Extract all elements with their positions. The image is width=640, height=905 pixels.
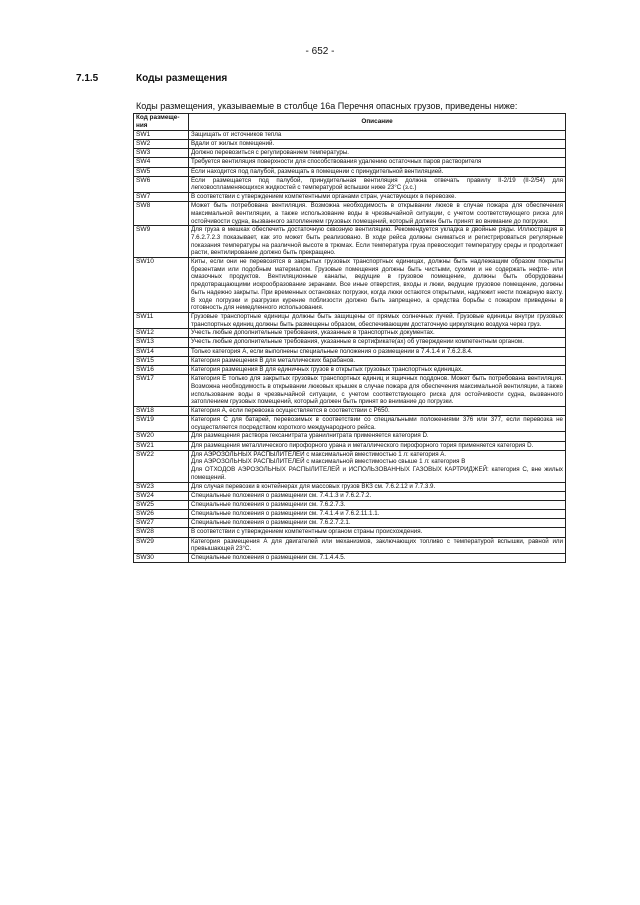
description-line: Для ОТХОДОВ АЭРОЗОЛЬНЫХ РАСПЫЛИТЕЛЕЙ и ИСПОЛЬЗОВАННЫХ ГАЗОВЫХ КАРТРИДЖЕЙ: категория С, вне жилых помещений. — [191, 466, 563, 481]
table-row — [134, 441, 566, 450]
stowage-codes-table — [133, 113, 566, 563]
table-row — [134, 432, 566, 441]
table-row — [134, 528, 566, 537]
section-number: 7.1.5 — [76, 73, 99, 84]
table-row — [134, 500, 566, 509]
stowage-description — [189, 258, 566, 313]
stowage-code: SW1 — [134, 130, 189, 139]
table-row — [134, 202, 566, 226]
description-line: Киты, если они не перевозятся в закрытых грузовых транспортных единицах, должны быть надлежащим образом покрыты брезентами или подобным материалом. Грузовые помещения должны быть чистыми, сухими и не содержать нефте- или смазочных продуктов. Вентиляционные каналы, ведущие в грузовое помещение, должны быть оборудованы предотвращающими искрообразование экранами. Все иные отверстия, входы и люки, ведущие грузовое помещение, должны быть надежно закрыты. При временных остановках погрузки, когда люки остаются открытыми, надлежит нести пожарную вахту. В ходе погрузки и разгрузки курение поблизости должно быть запрещено, а средства борьбы с пожаром приведены в готовность для немедленного использования. — [191, 258, 563, 312]
stowage-code: SW4 — [134, 158, 189, 167]
table-row — [134, 510, 566, 519]
stowage-description — [189, 510, 566, 519]
table-row — [134, 416, 566, 432]
table-row — [134, 258, 566, 313]
stowage-description — [189, 450, 566, 482]
description-line: Требуется вентиляция поверхности для способствования удалению остаточных паров растворителя — [191, 158, 482, 166]
description-line: Учесть любые дополнительные требования, указанные в сертификате(ах) об утверждении компетентным органом. — [191, 338, 524, 346]
stowage-description — [189, 365, 566, 374]
table-row — [134, 553, 566, 562]
description-line: Категория размещения В для единичных грузов в открытых грузовых транспортных единицах. — [191, 365, 463, 373]
description-column-header: Описание — [189, 114, 566, 131]
table-row — [134, 140, 566, 149]
description-line: Специальные положения о размещении см. 7.4.1.4 и 7.6.2.11.1.1. — [191, 510, 380, 518]
stowage-code: SW5 — [134, 167, 189, 176]
stowage-code: SW20 — [134, 432, 189, 441]
stowage-code: SW16 — [134, 365, 189, 374]
description-line: Для АЭРОЗОЛЬНЫХ РАСПЫЛИТЕЛЕЙ с максимальной вместимостью свыше 1 л: категория В — [191, 458, 466, 466]
description-line: Категория С для батарей, перевозимых в соответствии со специальными положениями 376 или 377, если перевозка не осуществляется посредством короткого международного рейса. — [191, 416, 563, 431]
table-row — [134, 537, 566, 553]
stowage-code: SW14 — [134, 347, 189, 356]
description-line: Категория размещения А для двигателей или механизмов, заключающих топливо с температурой вспышки, равной или превышающей 23°C. — [191, 537, 563, 553]
description-line: Специальные положения о размещении см. 7.6.2.7.2.1. — [191, 519, 351, 527]
description-line: Специальные положения о размещении см. 7.6.2.7.3. — [191, 500, 346, 508]
table-row — [134, 519, 566, 528]
description-line: Если находится под палубой, размещать в помещении с принудительной вентиляцией. — [191, 167, 444, 175]
description-line: Грузовые транспортные единицы должны быть защищены от прямых солнечных лучей. Грузовые единицы внутри грузовых транспортных единиц должны быть размещены образом, обеспечивающим достаточную циркуляцию воздуха через груз. — [191, 312, 563, 328]
description-line: В соответствии с утверждением компетентными органами стран, участвующих в перевозке. — [191, 193, 457, 201]
table-row — [134, 312, 566, 328]
stowage-description — [189, 356, 566, 365]
stowage-description — [189, 519, 566, 528]
stowage-description — [189, 140, 566, 149]
stowage-description — [189, 338, 566, 347]
page-number: - 652 - — [305, 46, 335, 57]
description-line: Для груза в мешках обеспечить достаточную сквозную вентиляцию. Рекомендуется укладка в двойные ряды. Иллюстрация в 7.6.2.7.2.3 показывает, как это может быть реализовано. В ходе рейса должны сниматься и регистрироваться регулярные показания температуры на различной высоте в трюмах. Если температура груза превосходит температуру среды и продолжает расти, вентилирование должно быть прекращено. — [191, 226, 563, 257]
stowage-code: SW3 — [134, 149, 189, 158]
description-line: Учесть любые дополнительные требования, указанные в транспортных документах. — [191, 329, 435, 337]
stowage-code: SW7 — [134, 193, 189, 202]
description-line: Для АЭРОЗОЛЬНЫХ РАСПЫЛИТЕЛЕЙ с максимальной вместимостью 1 л: категория А. — [191, 450, 447, 458]
stowage-description — [189, 375, 566, 407]
stowage-description — [189, 347, 566, 356]
stowage-description — [189, 441, 566, 450]
stowage-description — [189, 167, 566, 176]
stowage-code: SW25 — [134, 500, 189, 509]
table-row — [134, 167, 566, 176]
description-line: Может быть потребована вентиляция. Возможна необходимость в открывании люков в случае пожара для обеспечения максимальной вентиляции, а также использование воды в чрезвычайной ситуации, с учетом соответствующего риска для остойчивости судна, вызванного затоплением грузовых помещений, который должен быть принят во внимание до погрузки. — [191, 202, 563, 225]
stowage-description — [189, 149, 566, 158]
description-line: В соответствии с утверждением компетентным органом страны происхождения. — [191, 528, 423, 536]
table-row — [134, 347, 566, 356]
table-body — [134, 130, 566, 562]
code-column-header: Код размеще-ния — [134, 114, 189, 131]
stowage-code: SW30 — [134, 553, 189, 562]
stowage-code: SW23 — [134, 482, 189, 491]
description-line: Защищать от источников тепла — [191, 130, 282, 138]
table-row — [134, 338, 566, 347]
table-row — [134, 375, 566, 407]
table-row — [134, 193, 566, 202]
description-line: Если размещается под палубой, принудительная вентиляция должна отвечать правилу II-2/19 (II-2/54) для легковоспламеняющихся жидкостей с температурой вспышки ниже 23°C (з.с.) — [191, 176, 563, 192]
stowage-description — [189, 202, 566, 226]
description-line: Категория А, если перевозка осуществляется в соответствии с Р650. — [191, 406, 390, 414]
stowage-description — [189, 329, 566, 338]
table-row — [134, 365, 566, 374]
table-row — [134, 450, 566, 482]
stowage-code: SW29 — [134, 537, 189, 553]
stowage-description — [189, 553, 566, 562]
stowage-description — [189, 528, 566, 537]
stowage-description — [189, 406, 566, 415]
stowage-code: SW19 — [134, 416, 189, 432]
stowage-description — [189, 432, 566, 441]
stowage-description — [189, 482, 566, 491]
section-title: Коды размещения — [136, 73, 228, 84]
table-row — [134, 130, 566, 139]
intro-text: Коды размещения, указываемые в столбце 16а Перечня опасных грузов, приведены ниже: — [136, 101, 518, 111]
description-line: Категория размещения В для металлических барабанов. — [191, 356, 356, 364]
stowage-code: SW10 — [134, 258, 189, 313]
stowage-code: SW6 — [134, 176, 189, 192]
stowage-code: SW22 — [134, 450, 189, 482]
description-line: Должно перевозиться с регулированием температуры. — [191, 149, 350, 157]
description-line: Только категория А, если выполнены специальные положения о размещении в 7.4.1.4 и 7.6.2.8.4. — [191, 347, 473, 355]
stowage-code: SW28 — [134, 528, 189, 537]
stowage-code: SW17 — [134, 375, 189, 407]
table-row — [134, 491, 566, 500]
table-row — [134, 149, 566, 158]
stowage-description — [189, 416, 566, 432]
table-row — [134, 356, 566, 365]
stowage-code: SW18 — [134, 406, 189, 415]
description-line: Специальные положения о размещении см. 7.1.4.4.5. — [191, 553, 346, 561]
table-row — [134, 226, 566, 258]
description-line: Для размещения раствора гексанитрата уранилнитрата применяется категория D. — [191, 432, 429, 440]
table-row — [134, 158, 566, 167]
stowage-code: SW13 — [134, 338, 189, 347]
description-line: Специальные положения о размещении см. 7.4.1.3 и 7.6.2.7.2. — [191, 491, 372, 499]
stowage-code: SW24 — [134, 491, 189, 500]
description-line: Для размещения металлического пирофорного урана и металлического пирофорного тория применяется категория D. — [191, 441, 534, 449]
table-row — [134, 329, 566, 338]
stowage-code: SW26 — [134, 510, 189, 519]
description-line: Вдали от жилых помещений. — [191, 140, 275, 148]
stowage-description — [189, 176, 566, 192]
stowage-description — [189, 491, 566, 500]
stowage-description — [189, 537, 566, 553]
stowage-code: SW2 — [134, 140, 189, 149]
stowage-description — [189, 158, 566, 167]
stowage-code: SW21 — [134, 441, 189, 450]
table-row — [134, 406, 566, 415]
stowage-description — [189, 500, 566, 509]
table-row — [134, 482, 566, 491]
stowage-code: SW12 — [134, 329, 189, 338]
table-header-row — [134, 114, 566, 131]
table-row — [134, 176, 566, 192]
stowage-description — [189, 193, 566, 202]
stowage-code: SW27 — [134, 519, 189, 528]
stowage-description — [189, 226, 566, 258]
stowage-code: SW9 — [134, 226, 189, 258]
description-line: Категория Е только для закрытых грузовых транспортных единиц и ящичных поддонов. Может быть потребована вентиляция. Возможна необходимость в открывании люковых крышек в случае пожара для обеспечения максимальной вентиляции, а также использование воды в чрезвычайной ситуации, с учетом соответствующего риска для остойчивости судна, вызванного затоплением грузовых помещений, который должен быть принят во внимание до погрузки. — [191, 375, 563, 406]
stowage-description — [189, 130, 566, 139]
description-line: Для случая перевозки в контейнерах для массовых грузов ВКЗ см. 7.6.2.12 и 7.7.3.9. — [191, 482, 436, 490]
stowage-description — [189, 312, 566, 328]
stowage-code: SW15 — [134, 356, 189, 365]
stowage-code: SW8 — [134, 202, 189, 226]
stowage-code: SW11 — [134, 312, 189, 328]
